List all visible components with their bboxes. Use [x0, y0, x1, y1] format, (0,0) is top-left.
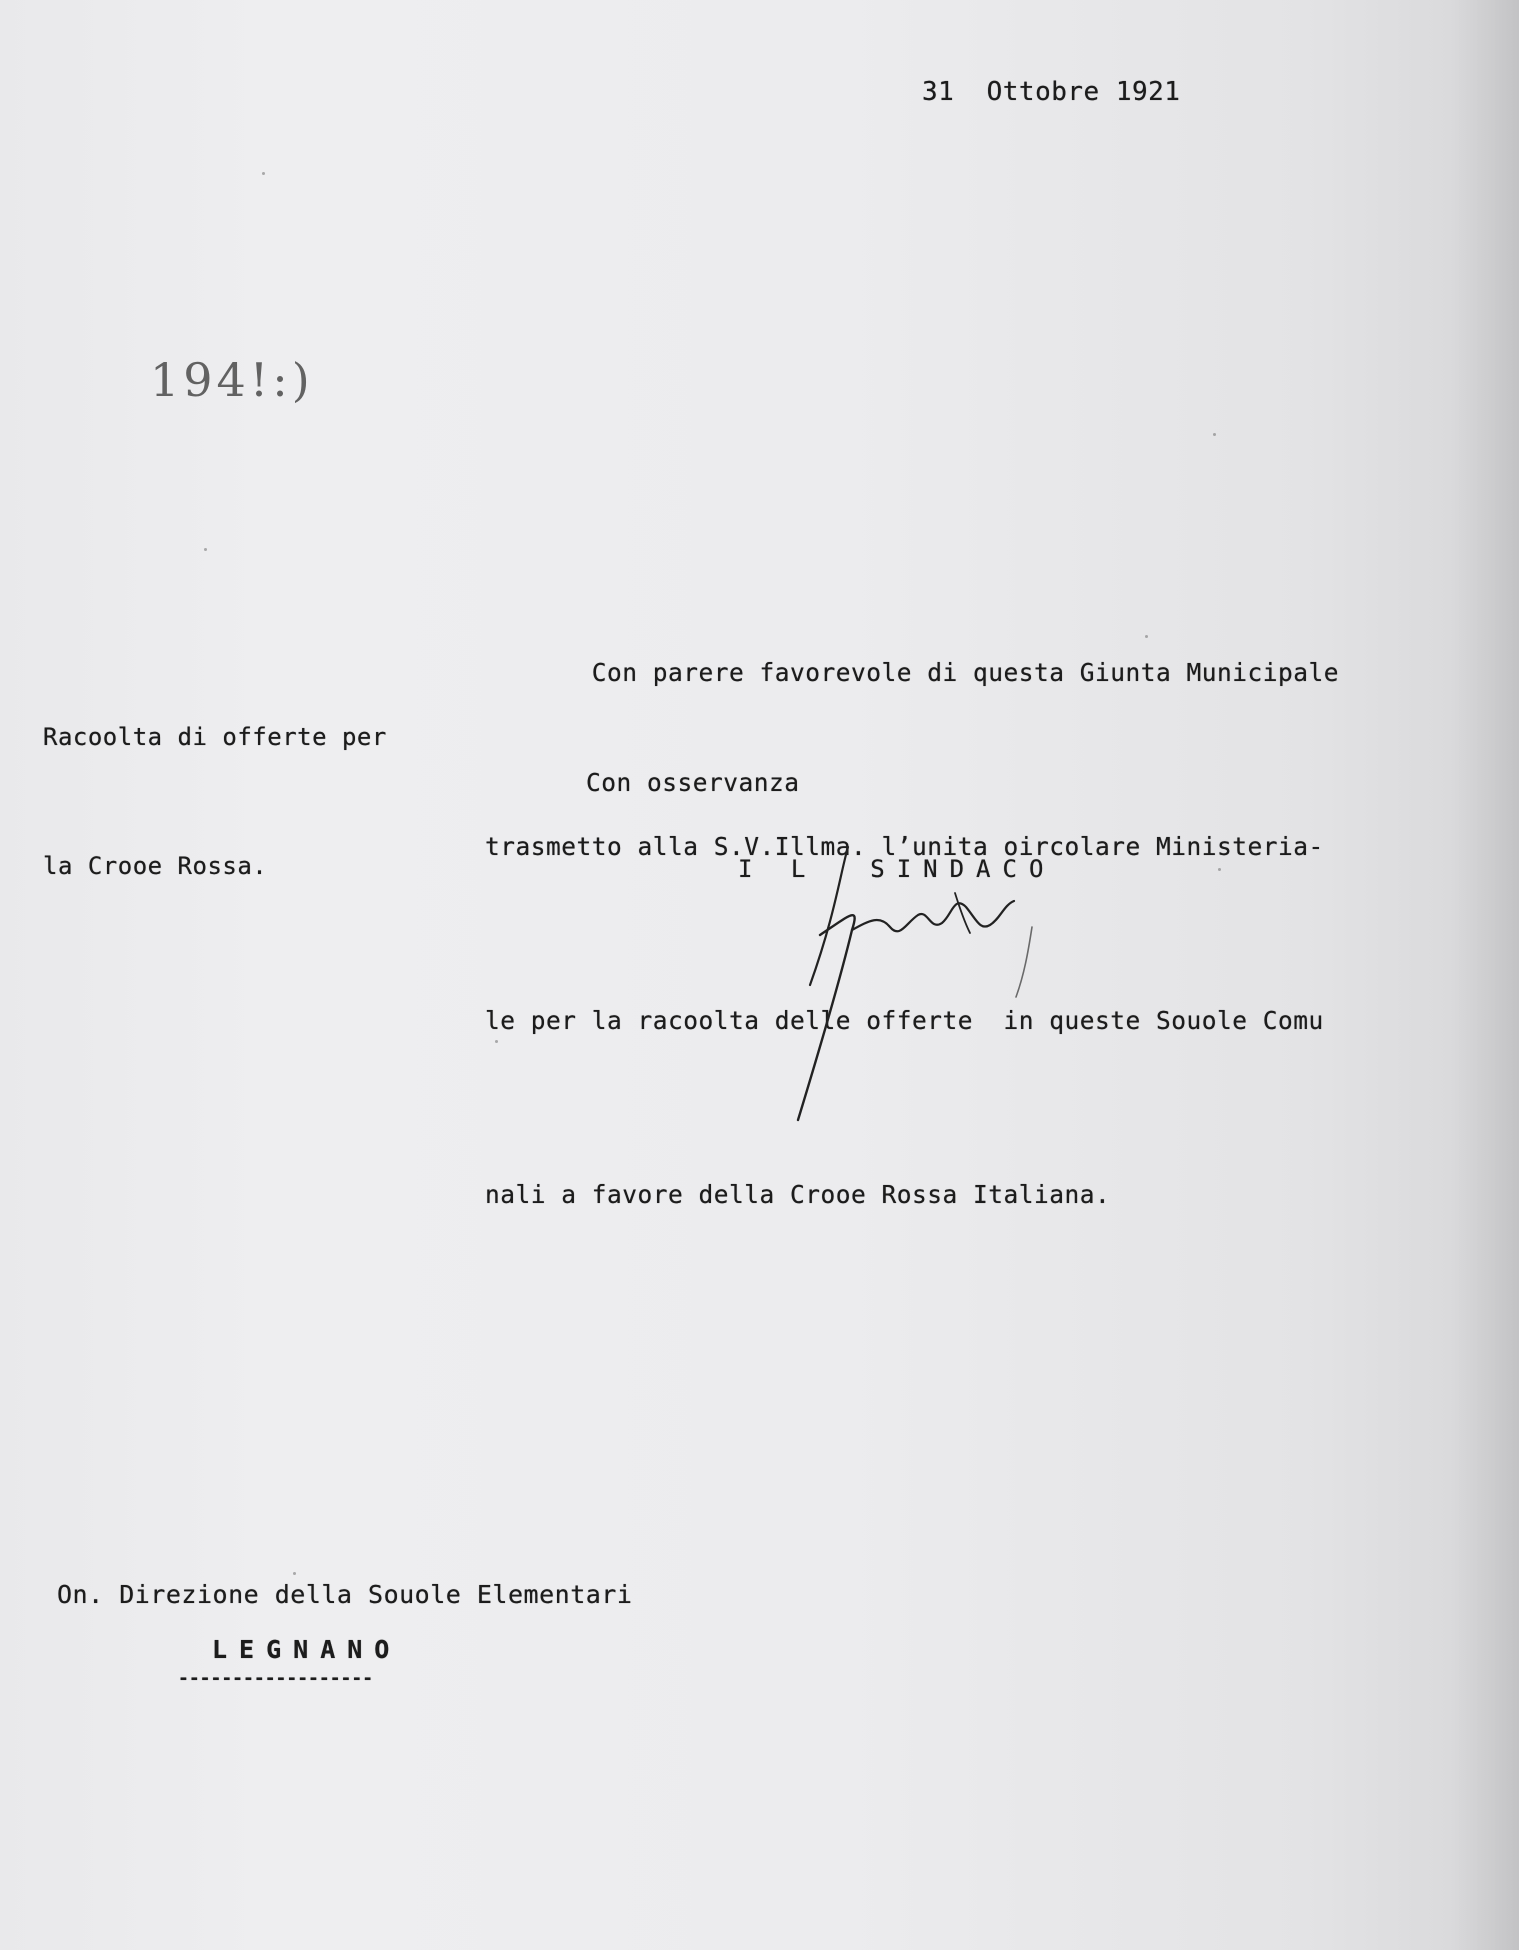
- body-line: le per la racoolta delle offerte in queste Souole Comu: [485, 1006, 1324, 1035]
- body-line: trasmetto alla S.V.Illma. l’unita oircolare Ministeria-: [485, 832, 1324, 861]
- subject-line: la Crooe Rossa.: [43, 852, 268, 880]
- protocol-number-stamp: 194!:): [150, 353, 314, 407]
- paper-speck: [1213, 433, 1216, 436]
- handwritten-signature: [780, 835, 1060, 1125]
- letter-subject: [43, 630, 387, 974]
- body-line: Con parere favorevole di questa Giunta Municipale: [485, 658, 1340, 687]
- subject-line: Racoolta di offerte per: [43, 723, 387, 751]
- body-line: nali a favore della Crooe Rossa Italiana.: [485, 1180, 1111, 1209]
- paper-speck: [204, 548, 207, 551]
- recipient-line: On. Direzione della Souole Elementari: [57, 1580, 633, 1609]
- page-edge-shadow: [1449, 0, 1519, 1950]
- recipient-city: LEGNANO: [212, 1635, 402, 1664]
- letter-closing: Con osservanza: [586, 768, 800, 797]
- paper-speck: [262, 172, 265, 175]
- city-underline: ------------------: [178, 1668, 374, 1689]
- paper-speck: [293, 1572, 296, 1575]
- letter-date: 31 Ottobre 1921: [922, 77, 1181, 107]
- signatory-title: I L SINDACO: [738, 855, 1056, 883]
